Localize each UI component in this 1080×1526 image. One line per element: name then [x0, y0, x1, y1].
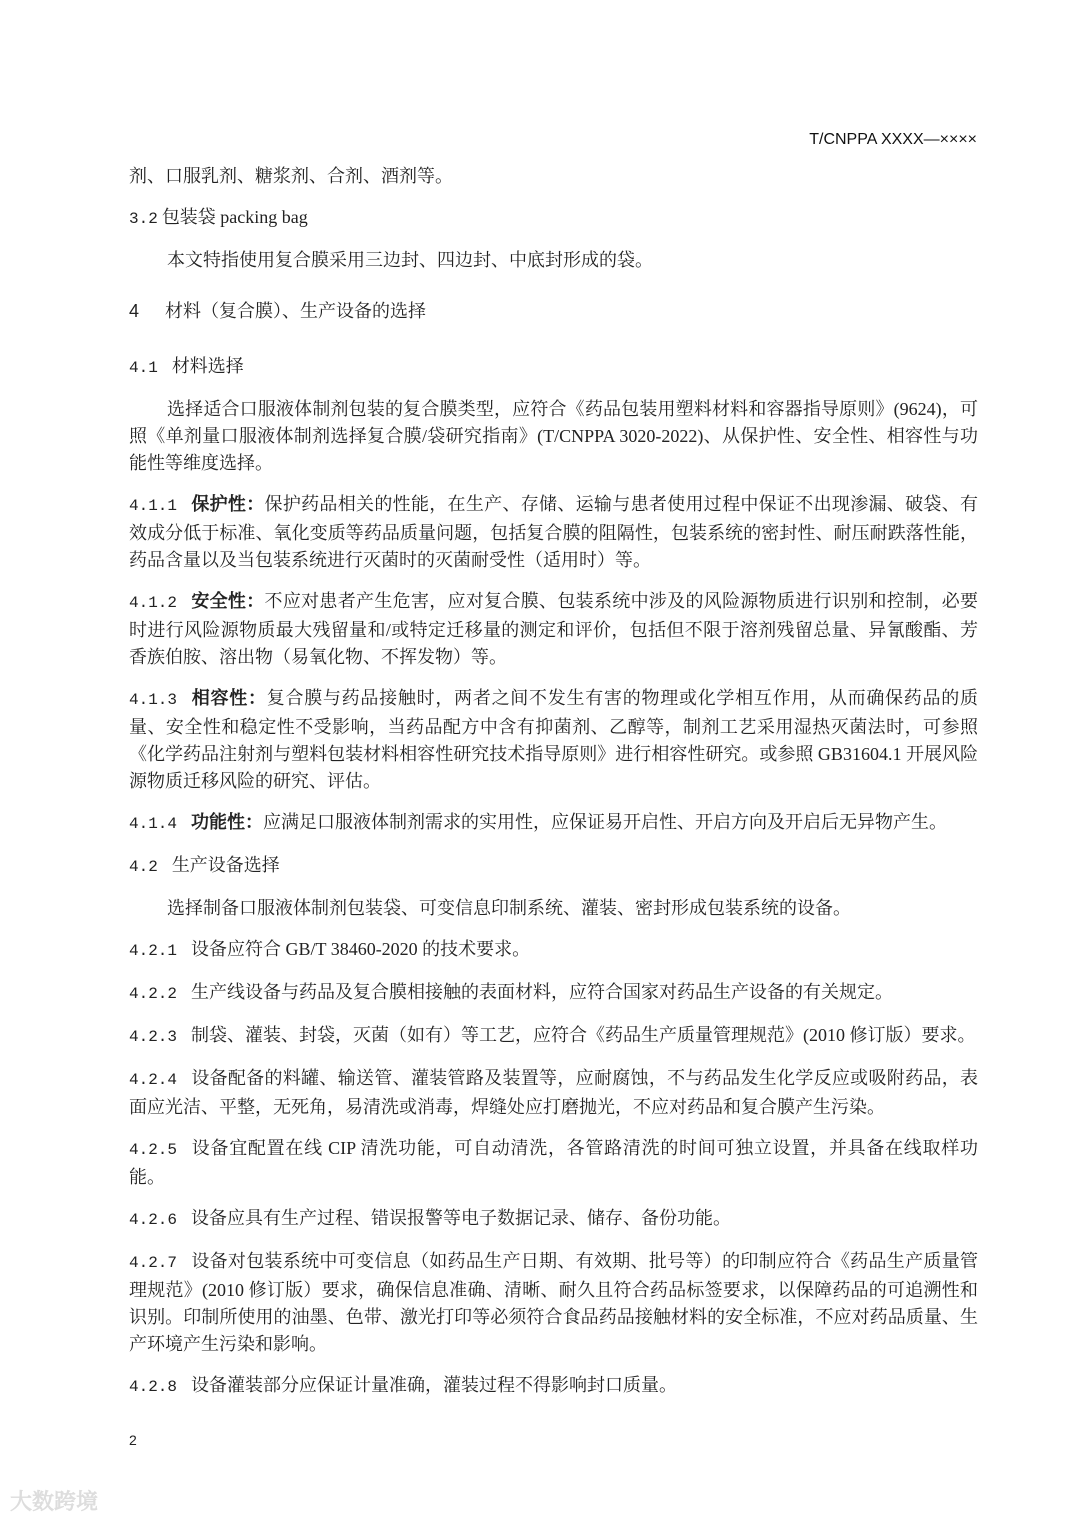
section-number: 4.2 — [129, 858, 158, 876]
paragraph-continuation: 剂、口服乳剂、糖浆剂、合剂、酒剂等。 — [129, 166, 453, 186]
section-4-2-2 — [129, 979, 978, 1008]
section-number: 4.2.3 — [129, 1028, 178, 1046]
section-title: 材料（复合膜）、生产设备的选择 — [165, 301, 427, 321]
section-4-1-body: 选择适合口服液体制剂包装的复合膜类型，应符合《药品包装用塑料材料和容器指导原则》(9624)，可照《单剂量口服液体制剂选择复合膜/袋研究指南》(T/CNPPA 3020-2022)、从保护性、安全性、相容性与功能性等维度选择。 — [129, 399, 978, 473]
section-number: 4.1.2 — [129, 594, 178, 612]
document-code: T/CNPPA XXXX—×××× — [809, 131, 977, 148]
body: 设备应具有生产过程、错误报警等电子数据记录、储存、备份功能。 — [191, 1208, 732, 1228]
term: 安全性： — [191, 591, 265, 611]
section-4-1-4 — [129, 809, 978, 838]
section-number: 4.2.4 — [129, 1071, 178, 1089]
section-number: 4.1 — [129, 359, 158, 377]
body: 设备配备的料罐、输送管、灌装管路及装置等，应耐腐蚀，不与药品发生化学反应或吸附药品，表面应光洁、平整，无死角，易清洗或消毒，焊缝处应打磨抛光，不应对药品和复合膜产生污染。 — [129, 1068, 978, 1117]
term: 功能性： — [191, 812, 264, 832]
body: 应满足口服液体制剂需求的实用性，应保证易开启性、开启方向及开启后无异物产生。 — [263, 812, 948, 832]
section-number: 4.1.1 — [129, 497, 178, 515]
section-4-2-4 — [129, 1065, 978, 1121]
section-number: 4 — [129, 301, 140, 321]
section-title: 包装袋 packing bag — [161, 207, 308, 227]
section-number: 4.2.2 — [129, 985, 178, 1003]
term: 相容性： — [191, 688, 267, 708]
body: 设备对包装系统中可变信息（如药品生产日期、有效期、批号等）的印制应符合《药品生产质量管理规范》(2010 修订版）要求，确保信息准确、清晰、耐久且符合药品标签要求，以保障药品的可追溯性和识别。印制所使用的油墨、色带、激光打印等必须符合食品药品接触材料的安全标准，不应对药品质量、生产环境产生污染和影响。 — [129, 1251, 978, 1354]
section-number: 4.2.7 — [129, 1254, 178, 1272]
page-number: 2 — [129, 1432, 137, 1448]
section-4-2-1 — [129, 936, 978, 965]
section-number: 4.1.4 — [129, 815, 178, 833]
body: 制袋、灌装、封袋，灭菌（如有）等工艺，应符合《药品生产质量管理规范》(2010 修订版）要求。 — [191, 1025, 976, 1045]
section-number: 4.2.1 — [129, 942, 178, 960]
section-3-2-heading — [129, 204, 978, 233]
section-number: 4.2.5 — [129, 1141, 178, 1159]
section-4-2-8 — [129, 1372, 978, 1401]
section-title: 生产设备选择 — [171, 855, 280, 875]
body: 设备宜配置在线 CIP 清洗功能，可自动清洗，各管路清洗的时间可独立设置，并具备在线取样功能。 — [129, 1138, 978, 1187]
section-3-2-body: 本文特指使用复合膜采用三边封、四边封、中底封形成的袋。 — [167, 250, 653, 270]
section-title: 材料选择 — [171, 356, 244, 376]
section-number: 4.2.8 — [129, 1378, 178, 1396]
body: 保护药品相关的性能，在生产、存储、运输与患者使用过程中保证不出现渗漏、破袋、有效成分低于标准、氧化变质等药品质量问题，包括复合膜的阻隔性，包装系统的密封性、耐压耐跌落性能，药品含量以及当包装系统进行灭菌时的灭菌耐受性（适用时）等。 — [129, 494, 979, 570]
section-4-heading — [129, 298, 978, 325]
body: 生产线设备与药品及复合膜相接触的表面材料，应符合国家对药品生产设备的有关规定。 — [191, 982, 894, 1002]
document-body — [129, 163, 978, 1449]
section-4-1-heading — [129, 353, 978, 382]
section-4-1-2 — [129, 588, 978, 671]
section-4-1-3 — [129, 685, 978, 795]
section-4-2-heading — [129, 852, 978, 881]
body: 设备灌装部分应保证计量准确，灌装过程不得影响封口质量。 — [191, 1375, 678, 1395]
body: 复合膜与药品接触时，两者之间不发生有害的物理或化学相互作用，从而确保药品的质量、安全性和稳定性不受影响，当药品配方中含有抑菌剂、乙醇等，制剂工艺采用湿热灭菌法时，可参照《化学药品注射剂与塑料包装材料相容性研究技术指导原则》进行相容性研究。或参照 GB31604.1 开展风险源物质迁移风险的研究、评估。 — [129, 688, 979, 791]
body: 设备应符合 GB/T 38460-2020 的技术要求。 — [191, 939, 531, 959]
section-4-2-body: 选择制备口服液体制剂包装袋、可变信息印制系统、灌装、密封形成包装系统的设备。 — [167, 898, 851, 918]
section-4-2-3 — [129, 1022, 978, 1051]
section-number: 4.2.6 — [129, 1211, 178, 1229]
section-number: 3.2 — [129, 210, 158, 228]
section-number: 4.1.3 — [129, 691, 178, 709]
body: 不应对患者产生危害，应对复合膜、包装系统中涉及的风险源物质进行识别和控制，必要时进行风险源物质最大残留量和/或特定迁移量的测定和评价，包括但不限于溶剂残留总量、异氰酸酯、芳香族伯胺、溶出物（易氧化物、不挥发物）等。 — [129, 591, 979, 667]
source-watermark — [10, 1490, 98, 1516]
term: 保护性： — [191, 494, 265, 514]
watermark-text: 大数跨境 — [10, 1490, 99, 1515]
section-4-1-1 — [129, 491, 978, 574]
section-4-2-5 — [129, 1135, 978, 1191]
section-4-2-7 — [129, 1248, 978, 1358]
section-4-2-6 — [129, 1205, 978, 1234]
